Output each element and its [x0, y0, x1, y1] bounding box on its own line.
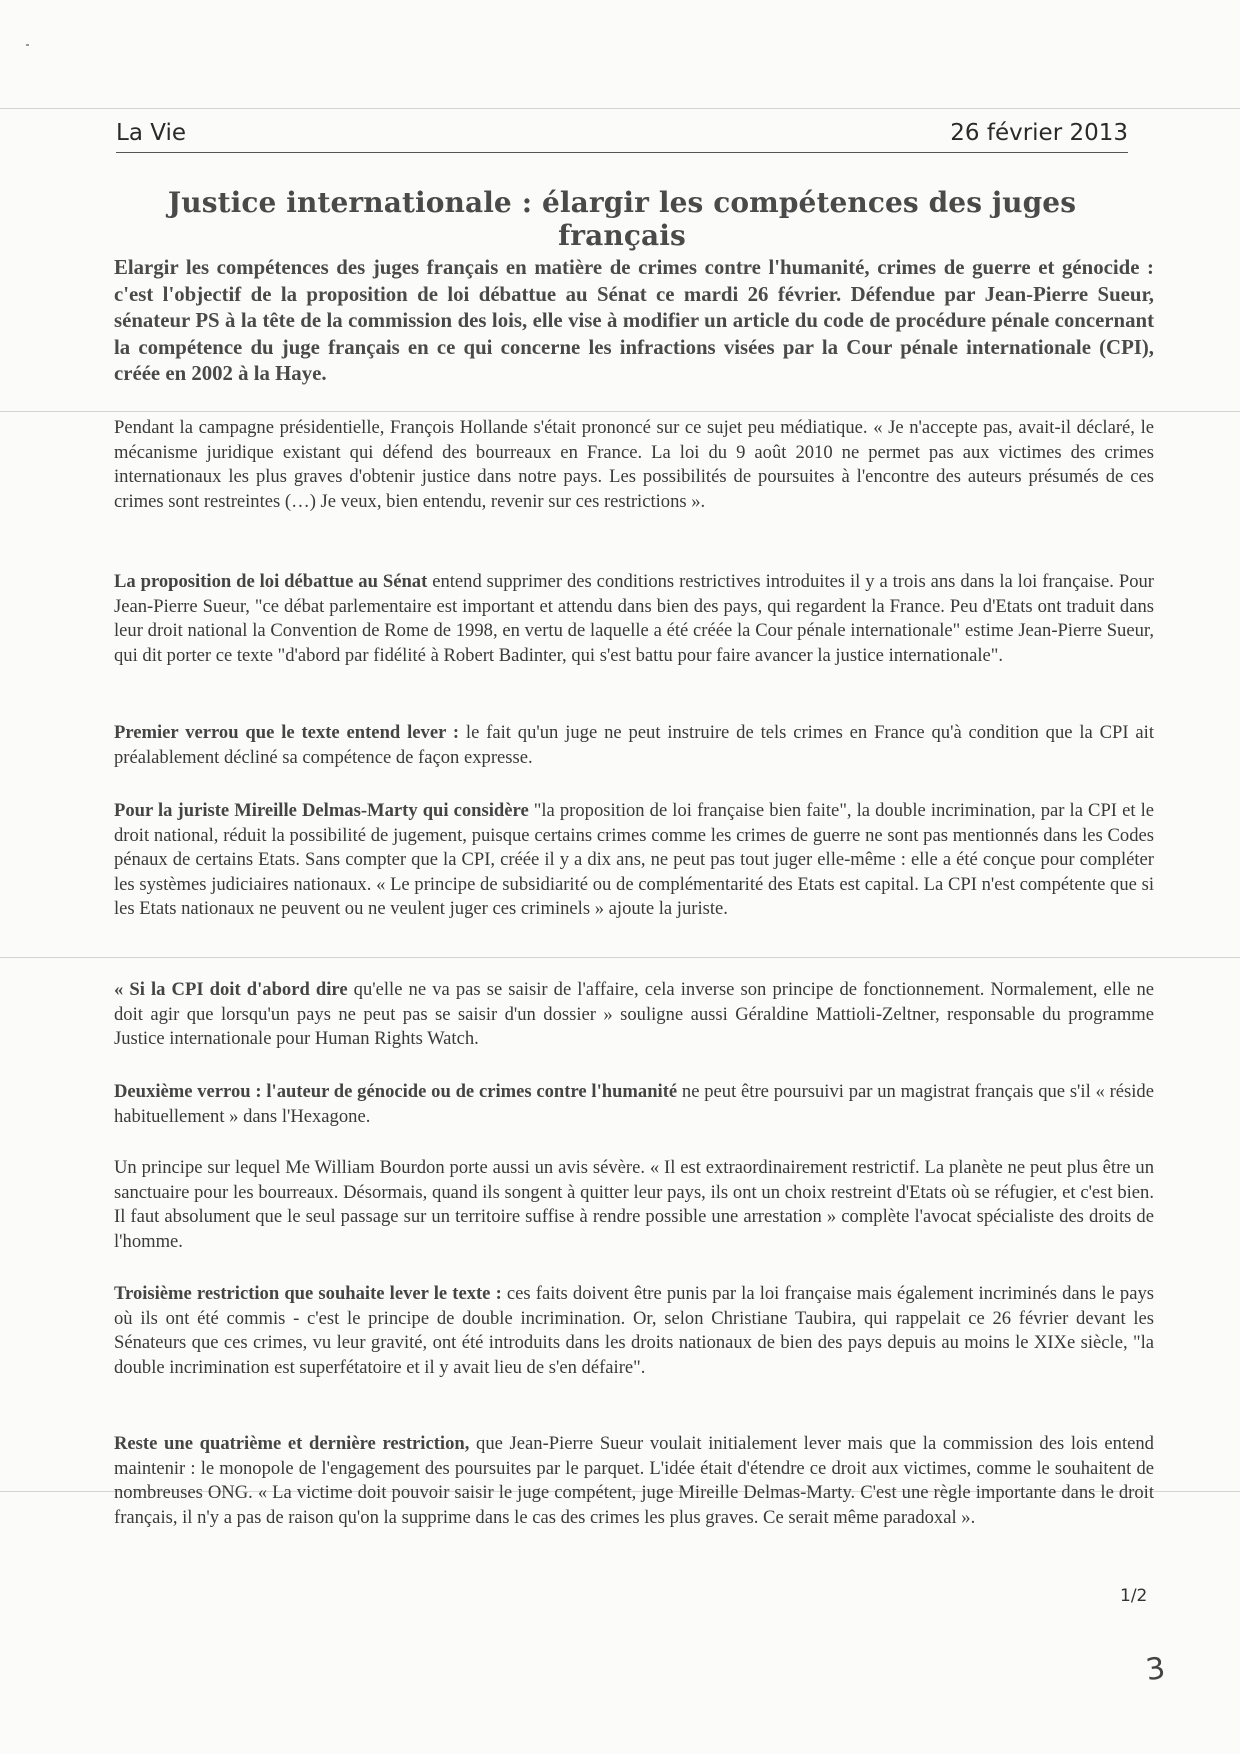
paragraph-5	[114, 978, 1154, 1052]
paragraph-text: entend supprimer des conditions restrictives introduites il y a trois ans dans la loi française. Pour Jean-Pierre Sueur, "ce débat parlementaire est important et attendu dans bien des pays, qui regardent la France. Peu d'Etats ont traduit dans leur droit national la Convention de Rome de 1998, en vertu de laquelle a été créée la Cour pénale internationale" estime Jean-Pierre Sueur, qui dit porter ce texte "d'abord par fidélité à Robert Badinter, qui s'est battu pour faire avancer la justice internationale".	[114, 571, 1154, 666]
scan-line	[0, 108, 1240, 109]
scan-line	[0, 411, 1240, 412]
paragraph-text: Un principe sur lequel Me William Bourdon porte aussi un avis sévère. « Il est extraordinairement restrictif. La planète ne peut plus être un sanctuaire pour les bourreaux. Désormais, quand ils songent à quitter leur pays, ils ont un choix restreint d'Etats où se réfugier, et c'est bien. Il faut absolument que le seul passage sur un territoire suffise à rendre possible une arrestation » complète l'avocat spécialiste des droits de l'homme.	[114, 1157, 1154, 1252]
paragraph-lead: La proposition de loi débattue au Sénat	[114, 571, 428, 592]
publication-date: 26 février 2013	[950, 120, 1128, 146]
paragraph-text: qu'elle ne va pas se saisir de l'affaire, cela inverse son principe de fonctionnement. Normalement, elle ne doit agir que lorsqu'un pays ne peut pas se saisir d'un dossier » souligne aussi Géraldine Mattioli-Zeltner, responsable du programme Justice internationale pour Human Rights Watch.	[114, 979, 1155, 1050]
article-lead: Elargir les compétences des juges français en matière de crimes contre l'humanité, crimes de guerre et génocide : c'est l'objectif de la proposition de loi débattue au Sénat ce mardi 26 février. Défendue par Jean-Pierre Sueur, sénateur PS à la tête de la commission des lois, elle vise à modifier un article du code de procédure pénale concernant la compétence du juge français en ce qui concerne les infractions visées par la Cour pénale internationale (CPI), créée en 2002 à la Haye.	[114, 256, 1154, 385]
paragraph-text: ces faits doivent être punis par la loi française mais également incriminés dans le pays où ils ont été commis - c'est le principe de double incrimination. Or, selon Christiane Taubira, qui rappelait ce 26 février devant les Sénateurs que ces crimes, vu leur gravité, ont été introduits dans les droits nationaux de bien des pays depuis au moins le XIXe siècle, "la double incrimination est superfétatoire et il y avait lieu de s'en défaire".	[114, 1283, 1154, 1378]
paragraph-7	[114, 1156, 1154, 1254]
publication-name: La Vie	[116, 120, 186, 146]
paragraph-2	[114, 570, 1154, 668]
paragraph-lead: Deuxième verrou : l'auteur de génocide ou de crimes contre l'humanité	[114, 1081, 678, 1102]
paragraph-1	[114, 416, 1154, 514]
paragraph-lead: « Si la CPI doit d'abord dire	[114, 979, 348, 1000]
paragraph-lead: Troisième restriction que souhaite lever le texte :	[114, 1283, 502, 1304]
page-header	[116, 118, 1128, 153]
paragraph-4	[114, 799, 1154, 922]
scan-speck	[26, 44, 29, 46]
paragraph-lead: Reste une quatrième et dernière restriction,	[114, 1433, 470, 1454]
page-number: 1/2	[1120, 1586, 1148, 1606]
paragraph-lead: Pour la juriste Mireille Delmas-Marty qui considère	[114, 800, 529, 821]
paragraph-text: "la proposition de loi française bien faite", la double incrimination, par la CPI et le droit national, réduit la possibilité de jugement, puisque certains crimes comme les crimes de guerre ne sont pas mentionnés dans les Codes pénaux de certains Etats. Sans compter que la CPI, créée il y a dix ans, ne peut pas tout juger elle-même : elle a été conçue pour compléter les systèmes judiciaires nationaux. « Le principe de subsidiarité ou de complémentarité des Etats est capital. La CPI n'est compétente que si les Etats nationaux ne peuvent ou ne veulent juger ces criminels » ajoute la juriste.	[114, 800, 1154, 920]
paragraph-text: que Jean-Pierre Sueur voulait initialement lever mais que la commission des lois entend maintenir : le monopole de l'engagement des poursuites par le parquet. L'idée était d'étendre ce droit aux victimes, comme le souhaitent de nombreuses ONG. « La victime doit pouvoir saisir le juge compétent, juge Mireille Delmas-Marty. C'est une règle importante dans le droit français, il n'y a pas de raison qu'on la supprime dans le cas des crimes les plus graves. Ce serait même paradoxal ».	[114, 1433, 1154, 1528]
paragraph-6	[114, 1080, 1154, 1129]
paragraph-text: Pendant la campagne présidentielle, François Hollande s'était prononcé sur ce sujet peu médiatique. « Je n'accepte pas, avait-il déclaré, le mécanisme juridique existant qui défend des bourreaux en France. La loi du 9 août 2010 ne permet pas aux victimes des crimes internationaux les plus graves d'obtenir justice dans notre pays. Les possibilités de poursuites à l'encontre des auteurs présumés de ces crimes sont restreintes (…) Je veux, bien entendu, revenir sur ces restrictions ».	[114, 417, 1154, 512]
scan-line	[0, 957, 1240, 958]
paragraph-text: ne peut être poursuivi par un magistrat français que s'il « réside habituellement » dans l'Hexagone.	[114, 1081, 1154, 1127]
paragraph-8	[114, 1282, 1154, 1380]
handwritten-mark: 3	[1143, 1650, 1168, 1689]
paragraph-text: le fait qu'un juge ne peut instruire de tels crimes en France qu'à condition que la CPI ait préalablement décliné sa compétence de façon expresse.	[114, 722, 1155, 768]
paragraph-lead: Premier verrou que le texte entend lever :	[114, 722, 460, 743]
article-title: Justice internationale : élargir les compétences des juges français	[167, 186, 1077, 252]
paragraph-9	[114, 1432, 1154, 1530]
paragraph-3	[114, 721, 1154, 770]
